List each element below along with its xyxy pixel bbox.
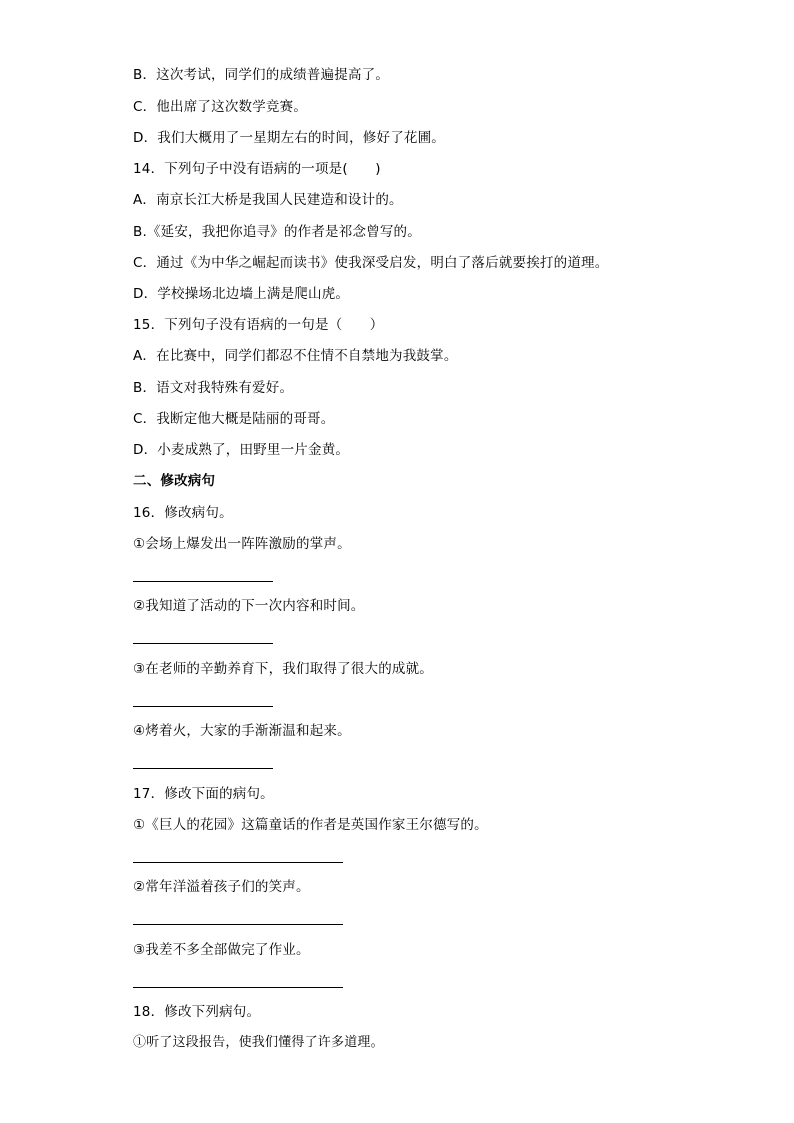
q17-item-2: ②常年洋溢着孩子们的笑声。 bbox=[133, 879, 310, 895]
q17-item-3: ③我差不多全部做完了作业。 bbox=[133, 942, 310, 958]
q14-option-a: A．南京长江大桥是我国人民建造和设计的。 bbox=[133, 192, 403, 208]
q13-option-d: D．我们大概用了一星期左右的时间，修好了花圃。 bbox=[133, 130, 445, 146]
q16-answer-line-3[interactable] bbox=[133, 706, 273, 707]
q17-answer-line-2[interactable] bbox=[133, 924, 343, 925]
q17-answer-line-1[interactable] bbox=[133, 862, 343, 863]
q17-item-1: ①《巨人的花园》这篇童话的作者是英国作家王尔德写的。 bbox=[133, 817, 488, 833]
q18-question: 18．修改下列病句。 bbox=[133, 1004, 261, 1020]
q14-question: 14．下列句子中没有语病的一项是( ) bbox=[133, 161, 381, 177]
q15-option-a: A．在比赛中，同学们都忍不住情不自禁地为我鼓掌。 bbox=[133, 348, 458, 364]
q14-option-b: B.《延安，我把你追寻》的作者是祁念曾写的。 bbox=[133, 224, 421, 240]
q15-question: 15．下列句子没有语病的一句是（ ） bbox=[133, 317, 384, 333]
q16-answer-line-4[interactable] bbox=[133, 768, 273, 769]
q17-answer-line-3[interactable] bbox=[133, 987, 343, 988]
q14-option-c: C．通过《为中华之崛起而读书》使我深受启发，明白了落后就要挨打的道理。 bbox=[133, 255, 609, 271]
q16-item-3: ③在老师的辛勤养育下，我们取得了很大的成就。 bbox=[133, 661, 434, 677]
q18-item-1: ①听了这段报告，使我们懂得了许多道理。 bbox=[133, 1035, 384, 1050]
q16-item-2: ②我知道了活动的下一次内容和时间。 bbox=[133, 598, 365, 614]
q13-option-b: B．这次考试，同学们的成绩普遍提高了。 bbox=[133, 67, 390, 83]
q13-option-c: C．他出席了这次数学竞赛。 bbox=[133, 99, 308, 115]
q16-answer-line-2[interactable] bbox=[133, 643, 273, 644]
q15-option-d: D．小麦成熟了，田野里一片金黄。 bbox=[133, 442, 350, 458]
q15-option-b: B．语文对我特殊有爱好。 bbox=[133, 380, 294, 396]
q14-option-d: D．学校操场北边墙上满是爬山虎。 bbox=[133, 286, 350, 302]
q16-answer-line-1[interactable] bbox=[133, 581, 273, 582]
q17-question: 17．修改下面的病句。 bbox=[133, 786, 274, 802]
section-heading: 二、修改病句 bbox=[133, 473, 216, 489]
q15-option-c: C．我断定他大概是陆丽的哥哥。 bbox=[133, 411, 335, 427]
q16-item-1: ①会场上爆发出一阵阵激励的掌声。 bbox=[133, 536, 351, 552]
q16-item-4: ④烤着火，大家的手渐渐温和起来。 bbox=[133, 723, 351, 739]
q16-question: 16．修改病句。 bbox=[133, 505, 233, 521]
